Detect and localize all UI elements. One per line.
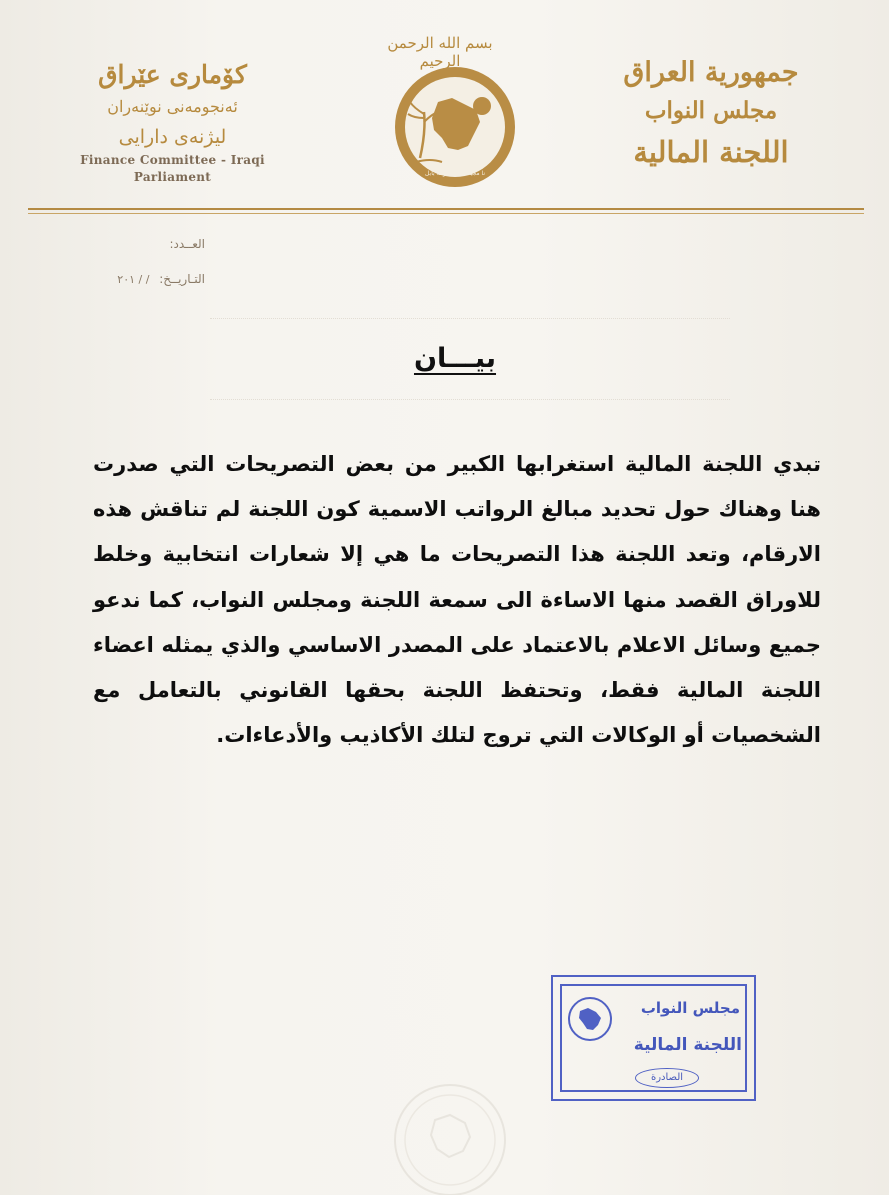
stamp-parliament: مجلس النواب	[640, 999, 740, 1017]
basmala: بسم الله الرحمن الرحيم	[387, 34, 493, 70]
header-arabic	[611, 55, 811, 173]
date-value: / / ٢٠١	[117, 273, 150, 286]
number-row	[55, 234, 205, 269]
header-parliament: مجلس النواب	[644, 97, 778, 124]
header-divider	[28, 208, 864, 210]
document-title: بيـــان	[413, 343, 497, 374]
header-kurdish-parliament: ئەنجومەنی نوێنەران	[107, 97, 238, 116]
stamp-outgoing-oval: الصادرة	[635, 1068, 699, 1088]
emblem-bottom-text: نا مجيد على حكومة بابل	[424, 170, 486, 177]
header-kurdish-republic: كۆماری عێراق	[98, 60, 247, 89]
header-kurdish-committee: لیژنەی دارایی	[118, 126, 227, 148]
embossed-seal-icon	[385, 1075, 515, 1195]
emblem-top-text: مجلس النواب	[432, 81, 478, 90]
header-committee: اللجنة المالية	[633, 135, 789, 169]
date-row	[55, 269, 205, 304]
iraq-map-icon	[566, 995, 614, 1043]
header-divider-thin	[28, 213, 864, 214]
header-kurdish	[55, 58, 290, 186]
committee-stamp	[551, 975, 756, 1101]
statement-body: تبدي اللجنة المالية استغرابها الكبير من بعض التصريحات التي صدرت هنا وهناك حول تحديد مبالغ الرواتب الاسمية كون اللجنة لم تناقش هذه الارقام، وتعد اللجنة هذا التصريحات ما هي إلا شعارات انتخابية وخلط للاوراق القصد منها الاساءة الى سمعة اللجنة ومجلس النواب، كما ندعو جميع وسائل الاعلام بالاعتماد على المصدر الاساسي والذي يمثله اعضاء اللجنة المالية فقط، وتحتفظ اللجنة بحقها القانوني بالتعامل مع الشخصيات أو الوكالات التي تروج لتلك الأكاذيب والأدعاءات.	[93, 452, 821, 748]
date-label: التـاريــخ:	[159, 272, 205, 286]
header-english: Finance Committee - Iraqi Parliament	[80, 153, 265, 184]
stamp-committee: اللجنة المالية	[633, 1035, 742, 1055]
number-label: العــدد:	[169, 237, 205, 251]
parliament-emblem-icon	[390, 62, 520, 192]
reference-block	[55, 234, 205, 304]
header-republic: جمهورية العراق	[623, 57, 799, 88]
